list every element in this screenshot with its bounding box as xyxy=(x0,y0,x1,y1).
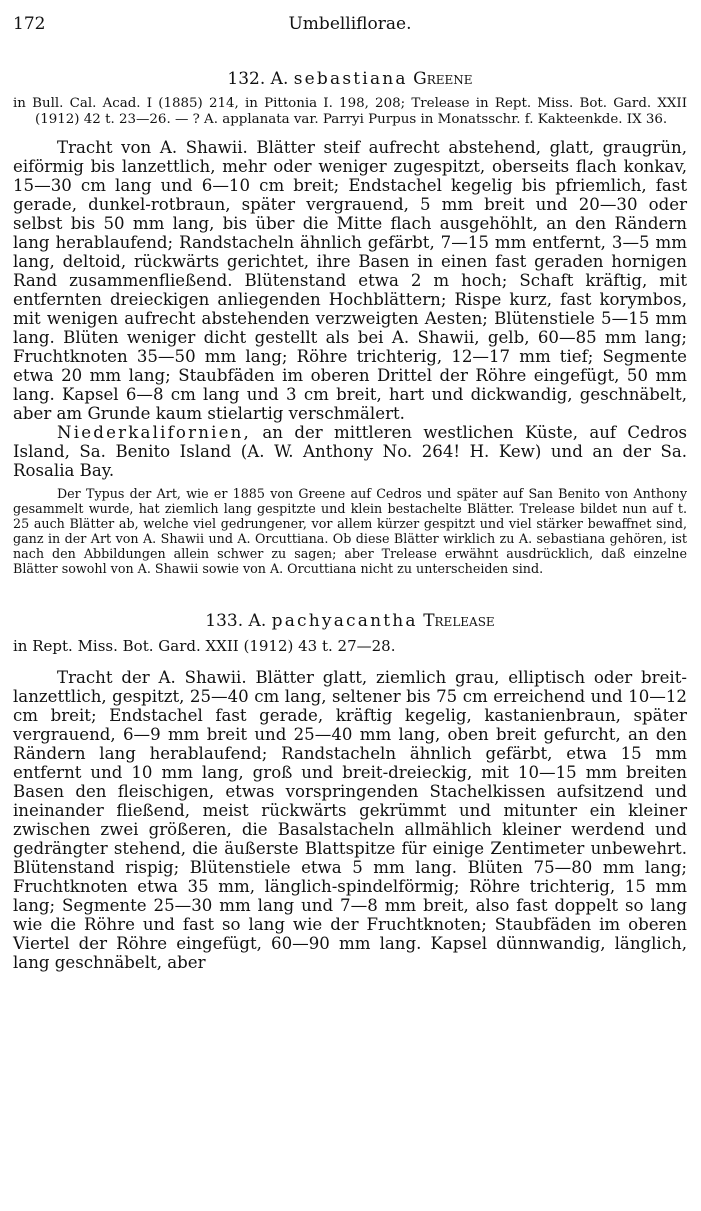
page-header xyxy=(13,0,687,40)
species-132-citation: in Bull. Cal. Acad. I (1885) 214, in Pittonia I. 198, 208; Trelease in Rept. Miss. Bot. Gard. XXII (1912) 42 t. 23—26. — ? A. applanata var. Parryi Purpus in Monatsschr. f. Kakteenkde. IX 36. xyxy=(13,96,687,127)
species-author: Trelease xyxy=(423,611,495,631)
running-head: Umbelliflorae. xyxy=(288,14,412,34)
distribution-text: an der mittleren westlichen Küste, auf Cedros Island, Sa. Benito Island (A. W. Anthony No. 264! H. Kew) und an der Sa. Rosalia Bay. xyxy=(13,423,688,480)
species-number: 133. A. xyxy=(205,611,267,631)
species-133-title xyxy=(13,610,687,632)
species-132-title xyxy=(13,68,687,90)
species-133-citation: in Rept. Miss. Bot. Gard. XXII (1912) 43 t. 27—28. xyxy=(13,637,396,655)
species-133-description: Tracht der A. Shawii. Blätter glatt, ziemlich grau, elliptisch oder breit-lanzettlich, gespitzt, 25—40 cm lang, seltener bis 75 cm erreichend und 10—12 cm breit; Endstachel fast gerade, kräftig kegelig, kastanienbraun, später vergrauend, 6—9 mm breit und 25—40 mm lang, oben breit gefurcht, an den Rändern lang herablaufend; Randstacheln ähnlich gefärbt, etwa 15 mm entfernt und 10 mm lang, groß und breit-dreieckig, mit 10—15 mm breiten Basen den fleischigen, etwas vorspringenden Stachelkissen aufsitzend und ineinander fließend, meist rückwärts gekrümmt und mitunter ein kleiner zwischen zwei größeren, die Basalstacheln allmählich kleiner werdend und gedrängter stehend, die äußerste Blattspitze für einige Zentimeter unbewehrt. Blütenstand rispig; Blütenstiele etwa 5 mm lang. Blüten 75—80 mm lang; Fruchtknoten etwa 35 mm, länglich-spindelförmig; Röhre trichterig, 15 mm lang; Segmente 25—30 mm lang und 7—8 mm breit, also fast doppelt so lang wie die Röhre und fast so lang wie der Fruchtknoten; Staubfäden im oberen Viertel der Röhre eingefügt, 60—90 mm lang. Kapsel dünnwandig, länglich, lang geschnäbelt, aber xyxy=(13,668,687,972)
species-author: Greene xyxy=(413,69,473,89)
species-number: 132. A. xyxy=(227,69,289,89)
species-132-note: Der Typus der Art, wie er 1885 von Greene auf Cedros und später auf San Benito von Anthony gesammelt wurde, hat ziemlich lang gespitzte und klein bestachelte Blätter. Trelease bildet nun auf t. 25 auch Blätter ab, welche viel gedrungener, vor allem kürzer gespitzt und viel stärker bewaffnet sind, ganz in der Art von A. Shawii und A. Orcuttiana. Ob diese Blätter wirklich zu A. sebastiana gehören, ist nach den Abbildungen allein schwer zu sagen; aber Trelease erwähnt ausdrücklich, daß einzelne Blätter sowohl von A. Shawii sowie von A. Orcuttiana nicht zu unterscheiden sind. xyxy=(13,486,687,576)
species-name: pachyacantha xyxy=(271,611,418,631)
page xyxy=(13,0,687,972)
species-132-description: Tracht von A. Shawii. Blätter steif aufrecht abstehend, glatt, graugrün, eiförmig bis lanzettlich, mehr oder weniger zugespitzt, oberseits flach konkav, 15—30 cm lang und 6—10 cm breit; Endstachel kegelig bis pfriemlich, fast gerade, dunkel-rotbraun, später vergrauend, 5 mm breit und 20—30 oder selbst bis 50 mm lang, bis über die Mitte flach ausgehöhlt, an den Rändern lang herablaufend; Randstacheln ähnlich gefärbt, 7—15 mm entfernt, 3—5 mm lang, deltoid, rückwärts gerichtet, ihre Basen in einen fast geraden hornigen Rand zusammenfließend. Blütenstand etwa 2 m hoch; Schaft kräftig, mit entfernten dreieckigen anliegenden Hochblättern; Rispe kurz, fast korymbos, mit wenigen aufrecht abstehenden verzweigten Aesten; Blütenstiele 5—15 mm lang. Blüten weniger dicht gestellt als bei A. Shawii, gelb, 60—85 mm lang; Fruchtknoten 35—50 mm lang; Röhre trichterig, 12—17 mm tief; Segmente etwa 20 mm lang; Staubfäden im oberen Drittel der Röhre eingefügt, 50 mm lang. Kapsel 6—8 cm lang und 3 cm breit, hart und dickwandig, geschnäbelt, aber am Grunde kaum stielartig verschmälert. xyxy=(13,138,687,423)
species-name: sebastiana xyxy=(293,69,408,89)
page-number: 172 xyxy=(13,14,46,34)
species-132-distribution xyxy=(13,423,687,480)
region-name: Niederkalifornien, xyxy=(57,423,252,442)
